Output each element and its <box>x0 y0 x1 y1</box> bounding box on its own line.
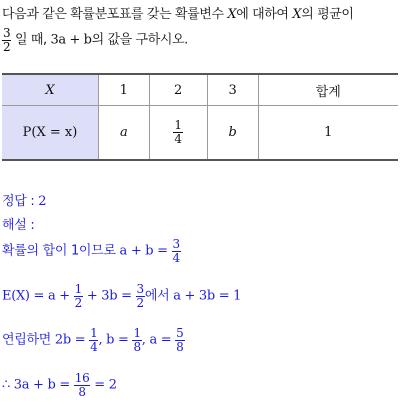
step-fraction <box>74 372 91 398</box>
table-cell: 3 <box>207 74 258 106</box>
problem-text: 의 평균이 <box>301 7 354 22</box>
explanation-label <box>2 214 34 233</box>
solution-step-1 <box>2 238 181 264</box>
var-x: X <box>227 7 237 22</box>
step-text: 에서 <box>144 288 174 304</box>
frac-den: 4 <box>90 339 98 354</box>
step-math: a + 3b = 1 <box>173 288 242 304</box>
solution-step-4 <box>2 372 117 398</box>
solution-step-2 <box>2 283 241 309</box>
frac-den: 8 <box>176 339 184 354</box>
table-cell: 1 <box>99 74 150 106</box>
frac-num: 3 <box>172 237 180 251</box>
step-math: , b = <box>98 332 133 348</box>
frac-num: 1 <box>74 282 82 296</box>
frac-num: 1 <box>174 118 182 133</box>
frac-den: 8 <box>133 339 141 354</box>
problem-text: 에 대하여 <box>236 7 293 22</box>
frac-num: 5 <box>176 326 184 340</box>
table-cell: 1 <box>258 106 398 161</box>
step-math: E(X) = a + <box>2 288 74 304</box>
table-cell: a <box>99 106 150 161</box>
table-row <box>2 106 398 161</box>
problem-line-2 <box>2 27 188 53</box>
header-x: X <box>2 74 99 106</box>
var-x: X <box>292 7 302 22</box>
step-text: 확률의 합이 1이므로 <box>2 243 120 259</box>
step-math: a + b = <box>119 243 172 259</box>
total-header: 합계 <box>258 74 398 106</box>
step-fraction <box>175 327 184 353</box>
step-text: 연립하면 <box>2 332 55 348</box>
problem-text: 의 값을 구하시오. <box>91 32 188 48</box>
frac-num: 1 <box>133 326 141 340</box>
explanation-label-text: 해설 : <box>2 218 35 233</box>
problem-text: 일 때, <box>11 32 51 48</box>
step-fraction <box>74 283 83 309</box>
table-row <box>2 74 398 106</box>
frac-den: 4 <box>174 132 182 146</box>
step-fraction <box>132 327 141 353</box>
table-cell: 2 <box>149 74 207 106</box>
header-prob: P(X = x) <box>2 106 99 161</box>
step-math: 2b = <box>54 332 90 348</box>
answer-value: 2 <box>38 194 47 209</box>
problem-text: 다음과 같은 확률분포표를 갖는 확률변수 <box>2 7 228 22</box>
table-cell <box>149 106 207 161</box>
frac-den: 8 <box>78 384 86 399</box>
frac-den: 2 <box>74 295 82 310</box>
target-expression: 3a + b <box>50 32 92 48</box>
step-math: ∴ 3a + b = <box>2 377 74 393</box>
step-math: , a = <box>141 332 176 348</box>
step-fraction <box>172 238 181 264</box>
answer-line <box>2 190 46 209</box>
frac-den: 2 <box>136 295 144 310</box>
step-fraction <box>136 283 145 309</box>
frac-num: 3 <box>136 282 144 296</box>
frac-num: 3 <box>3 26 11 40</box>
mean-fraction <box>2 27 11 53</box>
step-math: = 2 <box>90 377 117 393</box>
frac-den: 4 <box>172 250 180 265</box>
solution-step-3 <box>2 327 185 353</box>
problem-line-1 <box>2 3 354 22</box>
frac-den: 2 <box>3 39 11 54</box>
answer-label: 정답 : <box>2 194 39 209</box>
frac-num: 1 <box>90 326 98 340</box>
prob-fraction <box>173 119 183 145</box>
step-math: + 3b = <box>83 288 136 304</box>
frac-num: 16 <box>74 371 90 385</box>
table-cell: b <box>207 106 258 161</box>
probability-table <box>2 73 398 161</box>
